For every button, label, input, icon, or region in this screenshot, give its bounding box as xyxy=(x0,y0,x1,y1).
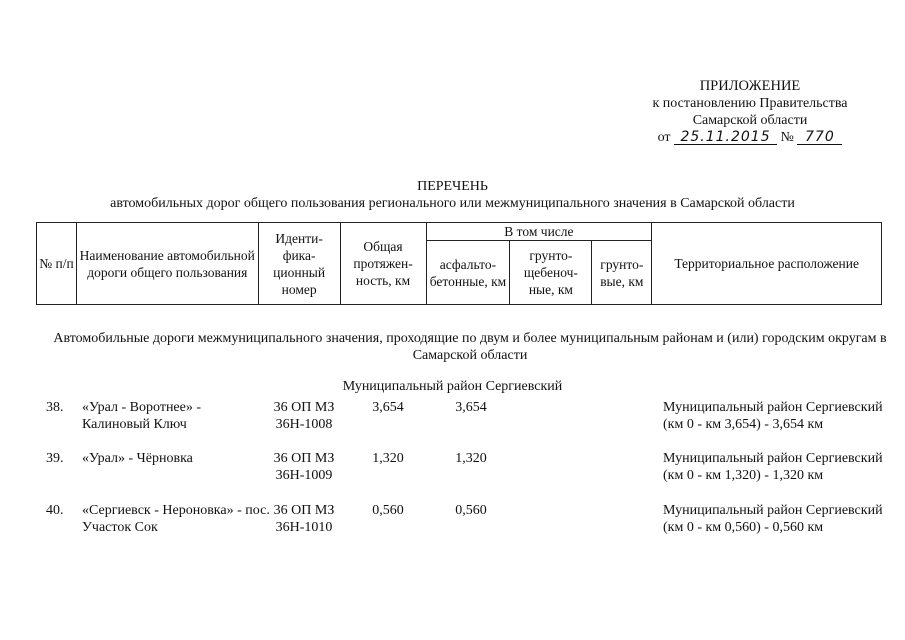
handwritten-date: 25.11.2015 xyxy=(674,130,777,145)
document-subtitle: автомобильных дорог общего пользования регионального или межмуниципального значения в Самарской области xyxy=(110,196,795,211)
row-total: 0,560 xyxy=(372,503,404,518)
header-asphalt: асфальто-бетонные, км xyxy=(426,241,510,305)
row-location: Муниципальный район Сергиевский (км 0 - км 1,320) - 1,320 км xyxy=(663,451,883,483)
row-num: 40. xyxy=(46,503,64,518)
appendix-block xyxy=(600,78,900,146)
district-heading: Муниципальный район Сергиевский xyxy=(342,379,563,394)
header-total: Общая протяжен-ность, км xyxy=(340,223,426,305)
header-num: № п/п xyxy=(37,223,77,305)
row-asphalt: 1,320 xyxy=(455,451,487,466)
number-prefix: № xyxy=(780,130,794,145)
header-location: Территориальное расположение xyxy=(652,223,882,305)
row-name: «Урал - Воротнее» - Калиновый Ключ xyxy=(82,400,202,432)
appendix-dateline xyxy=(600,129,900,146)
row-asphalt: 0,560 xyxy=(455,503,487,518)
row-total: 1,320 xyxy=(372,451,404,466)
row-location: Муниципальный район Сергиевский (км 0 - км 3,654) - 3,654 км xyxy=(663,400,883,432)
row-id: 36 ОП МЗ 36Н-1009 xyxy=(273,451,335,483)
header-id: Иденти-фика-ционный номер xyxy=(258,223,340,305)
header-name: Наименование автомобильной дороги общего пользования xyxy=(76,223,258,305)
appendix-line-2: к постановлению Правительства xyxy=(652,96,848,111)
section-title: Автомобильные дороги межмуниципального значения, проходящие по двум и более муниципальным районам и (или) городским округам в Самарской области xyxy=(53,331,887,363)
appendix-title: ПРИЛОЖЕНИЕ xyxy=(699,78,801,94)
document-title: ПЕРЕЧЕНЬ xyxy=(417,179,488,194)
table-header xyxy=(36,222,882,305)
row-id: 36 ОП МЗ 36Н-1010 xyxy=(273,503,335,535)
row-id: 36 ОП МЗ 36Н-1008 xyxy=(273,400,335,432)
row-num: 39. xyxy=(46,451,64,466)
row-num: 38. xyxy=(46,400,64,415)
row-name: «Урал» - Чёрновка xyxy=(82,451,193,466)
handwritten-number: 770 xyxy=(797,130,842,145)
appendix-line-3: Самарской области xyxy=(692,113,808,128)
date-prefix: от xyxy=(657,130,671,145)
row-total: 3,654 xyxy=(372,400,404,415)
row-location: Муниципальный район Сергиевский (км 0 - км 0,560) - 0,560 км xyxy=(663,503,883,535)
row-asphalt: 3,654 xyxy=(455,400,487,415)
header-gravel: грунто-щебеноч-ные, км xyxy=(510,241,592,305)
row-name: «Сергиевск - Нероновка» - пос. Участок Сок xyxy=(82,503,270,535)
header-dirt: грунто-вые, км xyxy=(592,241,652,305)
header-including: В том числе xyxy=(426,223,652,241)
